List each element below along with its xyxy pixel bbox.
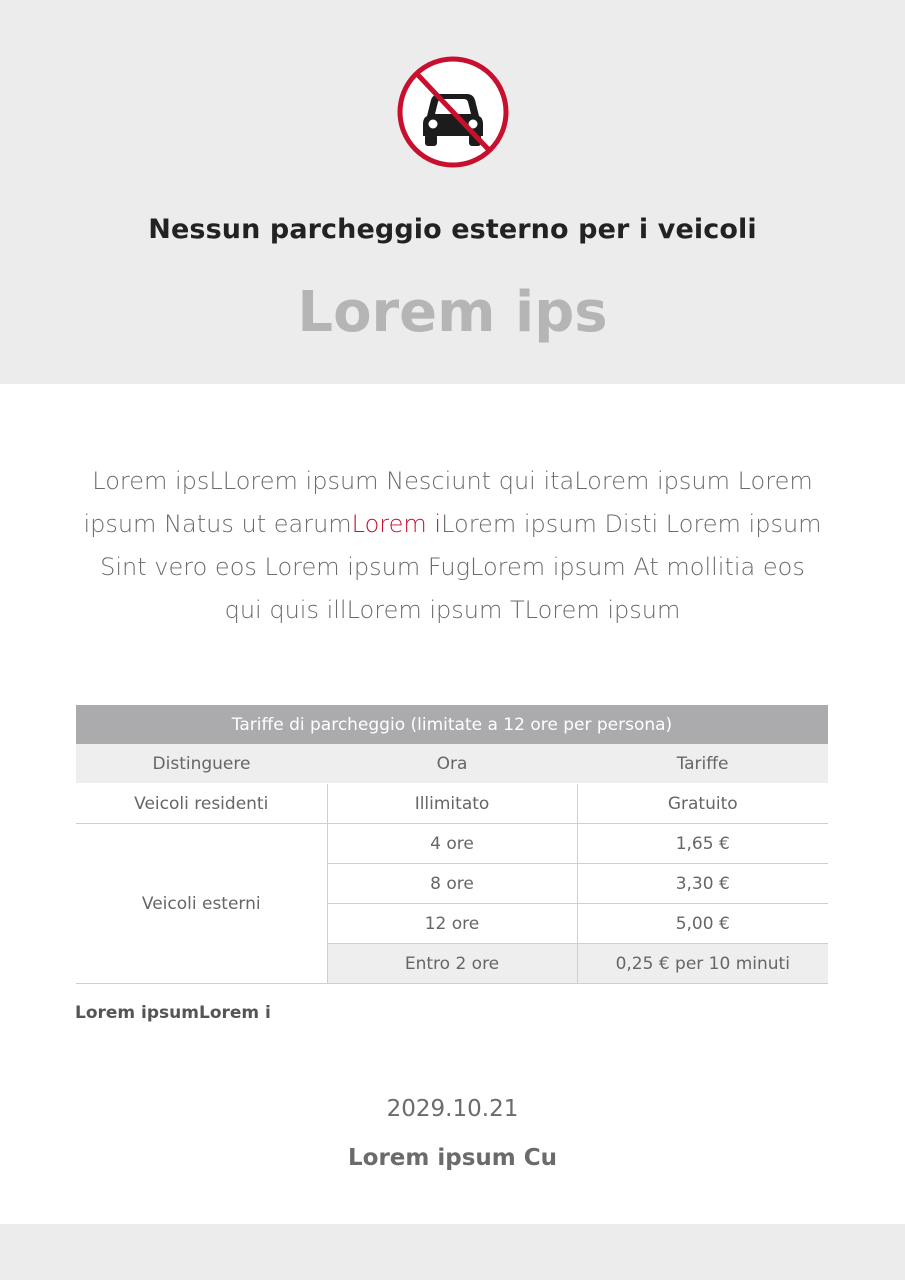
table-cell: Gratuito <box>577 784 828 824</box>
table-cell: 3,30 € <box>577 864 828 904</box>
column-header: Tariffe <box>577 744 828 784</box>
table-header-row <box>76 744 828 784</box>
table-cell: 5,00 € <box>577 904 828 944</box>
table-cell: Illimitato <box>327 784 577 824</box>
body-highlight: Lorem i <box>351 510 442 538</box>
body-paragraph <box>80 460 825 632</box>
header-panel <box>0 0 905 384</box>
table-cell: Veicoli esterni <box>76 824 327 984</box>
column-header: Ora <box>327 744 577 784</box>
notice-date: 2029.10.21 <box>386 1096 519 1122</box>
table-cell: 4 ore <box>327 824 577 864</box>
table-caption-row <box>76 705 828 744</box>
table-cell: 12 ore <box>327 904 577 944</box>
table-row <box>76 784 828 824</box>
page-title: Lorem ips <box>297 280 608 345</box>
organization-name: Lorem ipsum Cu <box>347 1145 557 1171</box>
table-cell: 0,25 € per 10 minuti <box>577 944 828 984</box>
table-cell: 1,65 € <box>577 824 828 864</box>
table-cell: 8 ore <box>327 864 577 904</box>
table-row <box>76 824 828 864</box>
column-header: Distinguere <box>76 744 327 784</box>
parking-rates-table <box>76 705 828 984</box>
body-text-part2: Lorem ipsum Disti Lorem ipsum Sint vero eos Lorem ipsum FugLorem ipsum At mollitia eos qui quis illLorem ipsum TLorem ipsum <box>100 510 822 624</box>
table-note: Lorem ipsumLorem i <box>75 1003 271 1023</box>
table-cell: Veicoli residenti <box>76 784 327 824</box>
headline: Nessun parcheggio esterno per i veicoli <box>148 214 757 245</box>
table-caption: Tariffe di parcheggio (limitate a 12 ore per persona) <box>76 705 828 744</box>
table-cell: Entro 2 ore <box>327 944 577 984</box>
no-car-icon <box>397 56 509 168</box>
footer-band <box>0 1224 905 1280</box>
body-text-part1: Lorem ipsLLorem ipsum Nesciunt qui itaLorem ipsum Lorem ipsum Natus ut earum <box>83 467 813 538</box>
